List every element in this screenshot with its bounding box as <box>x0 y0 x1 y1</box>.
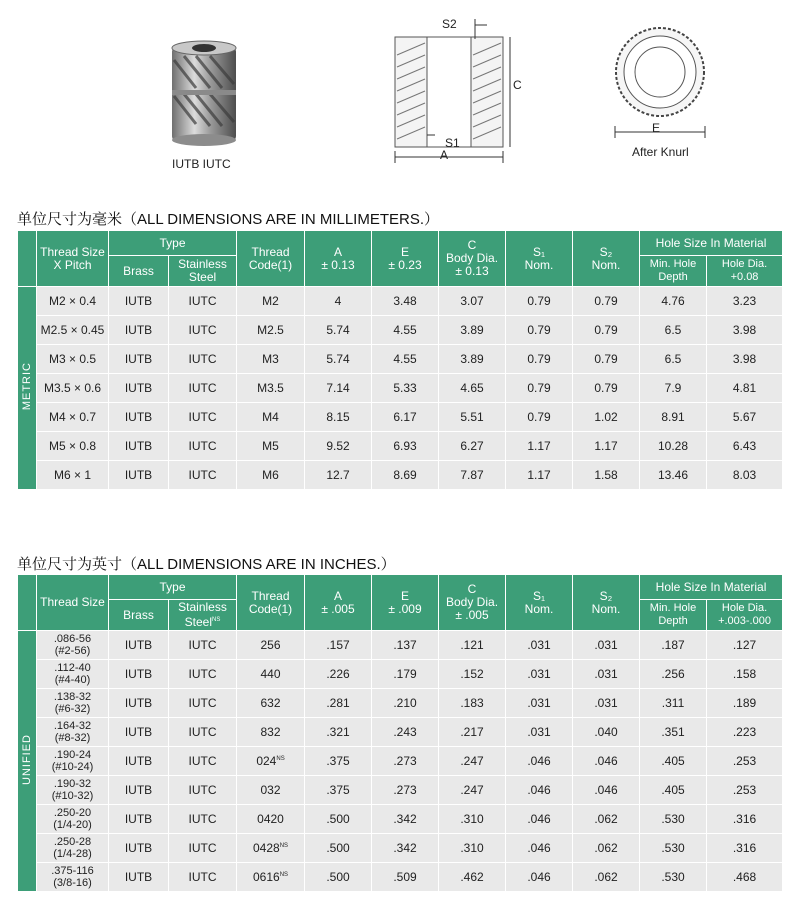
cell-thread-size: M4 × 0.7 <box>37 403 109 432</box>
header-hole-dia: Hole Dia. +0.08 <box>707 256 783 287</box>
cell-stainless: IUTC <box>169 776 237 805</box>
cell-brass: IUTB <box>109 287 169 316</box>
cell-c: 7.87 <box>439 461 506 490</box>
cell-a: 7.14 <box>305 374 372 403</box>
metric-section-title: 单位尺寸为毫米（ALL DIMENSIONS ARE IN MILLIMETERS.） <box>17 211 440 228</box>
inch-table <box>17 574 783 892</box>
cell-thread-size: .190-24 (#10-24) <box>37 747 109 776</box>
cell-brass: IUTB <box>109 316 169 345</box>
corner-cell <box>18 231 37 287</box>
header-hole-size: Hole Size In Material <box>640 575 783 600</box>
header-stainless: Stainless Steel$^{NS}$ <box>169 600 237 631</box>
cell-hole-dia: 3.98 <box>707 316 783 345</box>
cell-thread-code: M6 <box>237 461 305 490</box>
cell-s1: .031 <box>506 660 573 689</box>
cell-stainless: IUTC <box>169 863 237 892</box>
cell-thread-code: 256 <box>237 631 305 660</box>
cell-a: .157 <box>305 631 372 660</box>
cell-s2: .046 <box>573 776 640 805</box>
cell-hole-depth: .530 <box>640 834 707 863</box>
cell-brass: IUTB <box>109 747 169 776</box>
cell-s1: .046 <box>506 863 573 892</box>
cell-thread-size: M2.5 × 0.45 <box>37 316 109 345</box>
header-thread-code: Thread Code(1) <box>237 231 305 287</box>
dim-e-label: E <box>652 121 661 135</box>
cell-thread-size: .138-32 (#6-32) <box>37 689 109 718</box>
cell-thread-size: M2 × 0.4 <box>37 287 109 316</box>
cell-s1: 0.79 <box>506 403 573 432</box>
header-s1: S₁ Nom. <box>506 575 573 631</box>
cell-a: 5.74 <box>305 316 372 345</box>
cell-hole-depth: .311 <box>640 689 707 718</box>
cell-s2: 0.79 <box>573 374 640 403</box>
cell-hole-depth: .351 <box>640 718 707 747</box>
inch-table-body <box>18 631 783 892</box>
cell-s1: 1.17 <box>506 432 573 461</box>
cell-e: .137 <box>372 631 439 660</box>
cell-hole-depth: .256 <box>640 660 707 689</box>
cell-c: 5.51 <box>439 403 506 432</box>
cell-e: .509 <box>372 863 439 892</box>
cell-hole-depth: 4.76 <box>640 287 707 316</box>
unit-side-label: UNIFIED <box>18 631 37 892</box>
cell-a: .500 <box>305 863 372 892</box>
header-e: E ± 0.23 <box>372 231 439 287</box>
header-thread-code: Thread Code(1) <box>237 575 305 631</box>
cell-hole-depth: .530 <box>640 805 707 834</box>
cell-e: 5.33 <box>372 374 439 403</box>
cell-hole-dia: 5.67 <box>707 403 783 432</box>
table-row <box>18 345 783 374</box>
cell-c: .310 <box>439 834 506 863</box>
cell-c: 3.89 <box>439 316 506 345</box>
cell-hole-dia: .253 <box>707 747 783 776</box>
header-c: C Body Dia. ± .005 <box>439 575 506 631</box>
cell-hole-dia: 3.23 <box>707 287 783 316</box>
cell-s1: .046 <box>506 805 573 834</box>
header-thread-size: Thread Size X Pitch <box>37 231 109 287</box>
cell-s1: 0.79 <box>506 374 573 403</box>
cell-thread-code: M2.5 <box>237 316 305 345</box>
cell-hole-depth: 13.46 <box>640 461 707 490</box>
cell-c: .462 <box>439 863 506 892</box>
cell-e: .342 <box>372 805 439 834</box>
cell-hole-dia: .223 <box>707 718 783 747</box>
cell-stainless: IUTC <box>169 805 237 834</box>
cell-hole-dia: .253 <box>707 776 783 805</box>
cell-thread-code: 632 <box>237 689 305 718</box>
cell-hole-depth: .405 <box>640 747 707 776</box>
table-row <box>18 834 783 863</box>
cell-e: .273 <box>372 747 439 776</box>
cell-thread-code: $024^{NS}$ <box>237 747 305 776</box>
cell-c: 3.89 <box>439 345 506 374</box>
cell-thread-size: .250-20 (1/4-20) <box>37 805 109 834</box>
cell-thread-size: .250-28 (1/4-28) <box>37 834 109 863</box>
cell-e: 8.69 <box>372 461 439 490</box>
cell-stainless: IUTC <box>169 345 237 374</box>
cell-thread-code: $0616^{NS}$ <box>237 863 305 892</box>
table-row <box>18 631 783 660</box>
cell-s1: 0.79 <box>506 345 573 374</box>
product-figures <box>0 0 800 205</box>
cell-a: .375 <box>305 776 372 805</box>
header-s2: S₂ Nom. <box>573 231 640 287</box>
cell-hole-dia: 8.03 <box>707 461 783 490</box>
cell-thread-code: M2 <box>237 287 305 316</box>
cell-s1: .031 <box>506 689 573 718</box>
cell-e: 3.48 <box>372 287 439 316</box>
table-row <box>18 374 783 403</box>
cell-stainless: IUTC <box>169 747 237 776</box>
dim-c-label: C <box>513 78 522 92</box>
cell-stainless: IUTC <box>169 403 237 432</box>
cell-c: .217 <box>439 718 506 747</box>
cell-brass: IUTB <box>109 805 169 834</box>
cell-brass: IUTB <box>109 689 169 718</box>
header-a: A ± 0.13 <box>305 231 372 287</box>
header-e: E ± .009 <box>372 575 439 631</box>
cell-stainless: IUTC <box>169 689 237 718</box>
cell-thread-size: M5 × 0.8 <box>37 432 109 461</box>
cell-a: .281 <box>305 689 372 718</box>
cell-a: 12.7 <box>305 461 372 490</box>
cell-s1: .031 <box>506 718 573 747</box>
metric-table-body <box>18 287 783 490</box>
table-row <box>18 660 783 689</box>
cell-hole-dia: 6.43 <box>707 432 783 461</box>
table-row <box>18 287 783 316</box>
insert-photo-icon <box>160 38 250 148</box>
cell-s2: .040 <box>573 718 640 747</box>
table-row <box>18 689 783 718</box>
cell-e: .210 <box>372 689 439 718</box>
cell-thread-code: 0420 <box>237 805 305 834</box>
cell-thread-size: .112-40 (#4-40) <box>37 660 109 689</box>
cell-hole-depth: .530 <box>640 863 707 892</box>
cell-stainless: IUTC <box>169 631 237 660</box>
cell-e: .342 <box>372 834 439 863</box>
cell-s1: .046 <box>506 776 573 805</box>
photo-label: IUTB IUTC <box>172 157 231 171</box>
cell-a: 9.52 <box>305 432 372 461</box>
cell-hole-dia: .189 <box>707 689 783 718</box>
header-s2: S₂ Nom. <box>573 575 640 631</box>
cell-c: .152 <box>439 660 506 689</box>
cell-c: 3.07 <box>439 287 506 316</box>
cell-a: .321 <box>305 718 372 747</box>
cell-stainless: IUTC <box>169 287 237 316</box>
cell-s2: .031 <box>573 689 640 718</box>
cell-hole-depth: 6.5 <box>640 345 707 374</box>
header-brass: Brass <box>109 600 169 631</box>
cell-brass: IUTB <box>109 660 169 689</box>
cell-thread-code: M3 <box>237 345 305 374</box>
cell-e: 6.17 <box>372 403 439 432</box>
table-row <box>18 403 783 432</box>
header-c: C Body Dia. ± 0.13 <box>439 231 506 287</box>
header-brass: Brass <box>109 256 169 287</box>
cell-c: 4.65 <box>439 374 506 403</box>
cell-c: .183 <box>439 689 506 718</box>
cell-thread-code: M5 <box>237 432 305 461</box>
cell-hole-depth: 10.28 <box>640 432 707 461</box>
cell-thread-code: 032 <box>237 776 305 805</box>
dim-a-label: A <box>440 148 449 162</box>
cell-stainless: IUTC <box>169 718 237 747</box>
cell-stainless: IUTC <box>169 660 237 689</box>
cell-a: .500 <box>305 834 372 863</box>
cell-hole-dia: .127 <box>707 631 783 660</box>
cell-thread-size: .190-32 (#10-32) <box>37 776 109 805</box>
table-row <box>18 461 783 490</box>
cell-a: 8.15 <box>305 403 372 432</box>
header-type: Type <box>109 575 237 600</box>
cell-stainless: IUTC <box>169 432 237 461</box>
cell-hole-dia: 4.81 <box>707 374 783 403</box>
cell-s2: .062 <box>573 863 640 892</box>
cell-hole-dia: 3.98 <box>707 345 783 374</box>
cell-s1: .046 <box>506 834 573 863</box>
cell-hole-depth: 8.91 <box>640 403 707 432</box>
cell-brass: IUTB <box>109 432 169 461</box>
cell-hole-dia: .316 <box>707 805 783 834</box>
knurl-label: After Knurl <box>632 145 689 159</box>
cell-thread-code: 440 <box>237 660 305 689</box>
cell-thread-size: M6 × 1 <box>37 461 109 490</box>
cell-brass: IUTB <box>109 776 169 805</box>
cell-s2: .031 <box>573 631 640 660</box>
cell-s2: .062 <box>573 834 640 863</box>
header-s1: S₁ Nom. <box>506 231 573 287</box>
cell-a: 4 <box>305 287 372 316</box>
cell-e: .179 <box>372 660 439 689</box>
cell-thread-size: .375-116 (3/8-16) <box>37 863 109 892</box>
cell-s2: 1.17 <box>573 432 640 461</box>
cell-c: .247 <box>439 747 506 776</box>
corner-cell <box>18 575 37 631</box>
cell-thread-code: M3.5 <box>237 374 305 403</box>
cell-s1: .031 <box>506 631 573 660</box>
cell-hole-depth: 6.5 <box>640 316 707 345</box>
cell-s2: .062 <box>573 805 640 834</box>
header-stainless: Stainless Steel <box>169 256 237 287</box>
table-row <box>18 718 783 747</box>
cell-a: .226 <box>305 660 372 689</box>
metric-table <box>17 230 783 490</box>
cell-s1: .046 <box>506 747 573 776</box>
cell-s1: 0.79 <box>506 316 573 345</box>
table-row <box>18 805 783 834</box>
cell-e: .273 <box>372 776 439 805</box>
cell-s2: 0.79 <box>573 287 640 316</box>
cell-e: 6.93 <box>372 432 439 461</box>
header-hole-dia: Hole Dia. +.003-.000 <box>707 600 783 631</box>
cell-brass: IUTB <box>109 374 169 403</box>
cell-thread-size: M3 × 0.5 <box>37 345 109 374</box>
cell-a: .500 <box>305 805 372 834</box>
cell-a: 5.74 <box>305 345 372 374</box>
cell-hole-dia: .468 <box>707 863 783 892</box>
header-hole-depth: Min. Hole Depth <box>640 600 707 631</box>
table-row <box>18 747 783 776</box>
header-hole-size: Hole Size In Material <box>640 231 783 256</box>
header-thread-size: Thread Size <box>37 575 109 631</box>
cell-s2: .046 <box>573 747 640 776</box>
cell-hole-depth: .405 <box>640 776 707 805</box>
cell-s2: 1.58 <box>573 461 640 490</box>
cell-thread-code: $0428^{NS}$ <box>237 834 305 863</box>
cell-stainless: IUTC <box>169 834 237 863</box>
cell-thread-code: 832 <box>237 718 305 747</box>
dim-s2-label: S2 <box>442 17 457 31</box>
cell-brass: IUTB <box>109 631 169 660</box>
header-hole-depth: Min. Hole Depth <box>640 256 707 287</box>
cell-e: 4.55 <box>372 345 439 374</box>
cell-hole-dia: .158 <box>707 660 783 689</box>
unit-side-label: METRIC <box>18 287 37 490</box>
cell-brass: IUTB <box>109 461 169 490</box>
cell-hole-depth: 7.9 <box>640 374 707 403</box>
cell-e: .243 <box>372 718 439 747</box>
inch-section-title: 单位尺寸为英寸（ALL DIMENSIONS ARE IN INCHES.） <box>17 556 396 573</box>
cell-s2: 0.79 <box>573 316 640 345</box>
cell-c: .121 <box>439 631 506 660</box>
cell-stainless: IUTC <box>169 374 237 403</box>
cell-thread-size: M3.5 × 0.6 <box>37 374 109 403</box>
cell-stainless: IUTC <box>169 316 237 345</box>
table-row <box>18 316 783 345</box>
table-row <box>18 863 783 892</box>
cell-e: 4.55 <box>372 316 439 345</box>
cell-brass: IUTB <box>109 834 169 863</box>
cell-s2: 0.79 <box>573 345 640 374</box>
header-type: Type <box>109 231 237 256</box>
cell-s1: 1.17 <box>506 461 573 490</box>
header-a: A ± .005 <box>305 575 372 631</box>
cell-thread-size: .164-32 (#8-32) <box>37 718 109 747</box>
cell-brass: IUTB <box>109 718 169 747</box>
cell-hole-depth: .187 <box>640 631 707 660</box>
cell-stainless: IUTC <box>169 461 237 490</box>
cell-c: 6.27 <box>439 432 506 461</box>
cell-thread-size: .086-56 (#2-56) <box>37 631 109 660</box>
cell-brass: IUTB <box>109 345 169 374</box>
cell-brass: IUTB <box>109 863 169 892</box>
cell-s2: 1.02 <box>573 403 640 432</box>
cell-c: .310 <box>439 805 506 834</box>
cell-s2: .031 <box>573 660 640 689</box>
table-row <box>18 432 783 461</box>
cell-a: .375 <box>305 747 372 776</box>
dim-s1-label: S1 <box>445 136 460 150</box>
cell-s1: 0.79 <box>506 287 573 316</box>
cell-c: .247 <box>439 776 506 805</box>
cell-hole-dia: .316 <box>707 834 783 863</box>
cell-thread-code: M4 <box>237 403 305 432</box>
cell-brass: IUTB <box>109 403 169 432</box>
table-row <box>18 776 783 805</box>
